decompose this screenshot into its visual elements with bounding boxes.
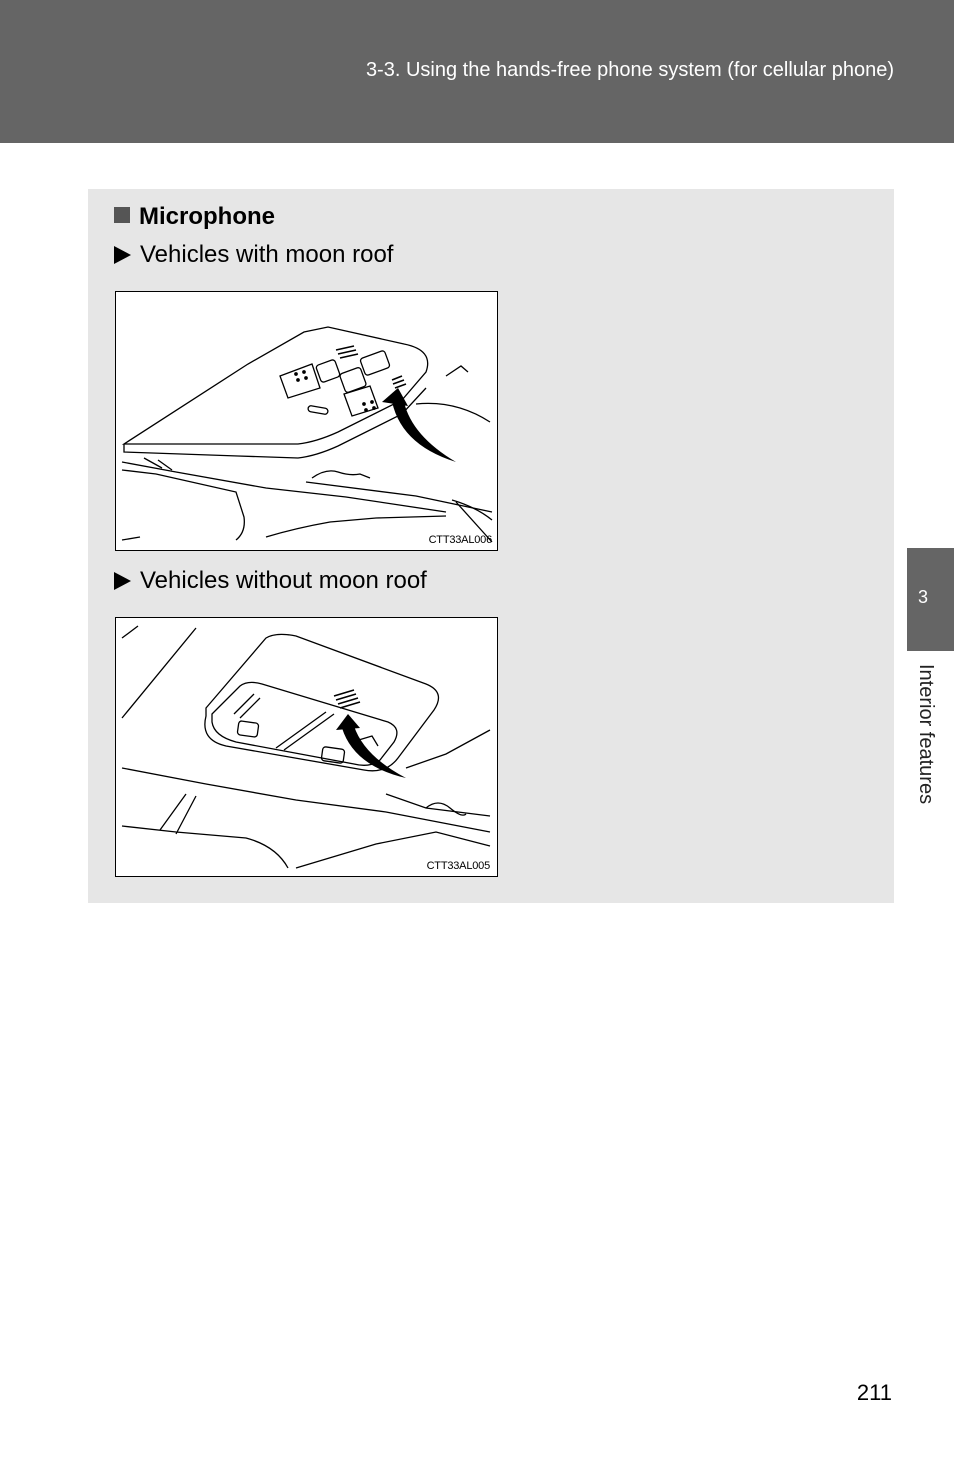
chapter-tab — [907, 548, 954, 651]
figure-with-moon-roof — [115, 291, 498, 551]
header-bar — [0, 0, 954, 143]
page-header-title: 3-3. Using the hands-free phone system (for cellular phone) — [365, 59, 894, 81]
overhead-console-moonroof-illustration — [116, 292, 497, 550]
chapter-number: 3 — [918, 587, 929, 607]
triangle-bullet-icon — [114, 572, 131, 590]
figure-code: CTT33AL006 — [428, 534, 492, 546]
figure-code: CTT33AL005 — [426, 860, 490, 872]
triangle-bullet-icon — [114, 246, 131, 264]
subheading-text: Vehicles with moon roof — [140, 241, 394, 268]
section-heading-text: Microphone — [139, 203, 275, 230]
section-heading — [114, 203, 275, 231]
chapter-label: Interior features — [915, 664, 937, 805]
arrow-icon — [391, 396, 456, 462]
figure-without-moon-roof — [115, 617, 498, 877]
subheading-text: Vehicles without moon roof — [140, 567, 427, 594]
square-bullet-icon — [114, 207, 130, 223]
page-number: 211 — [856, 1380, 892, 1405]
subheading-without-moon-roof — [114, 567, 427, 595]
subheading-with-moon-roof — [114, 241, 393, 269]
overhead-console-illustration — [116, 618, 497, 876]
